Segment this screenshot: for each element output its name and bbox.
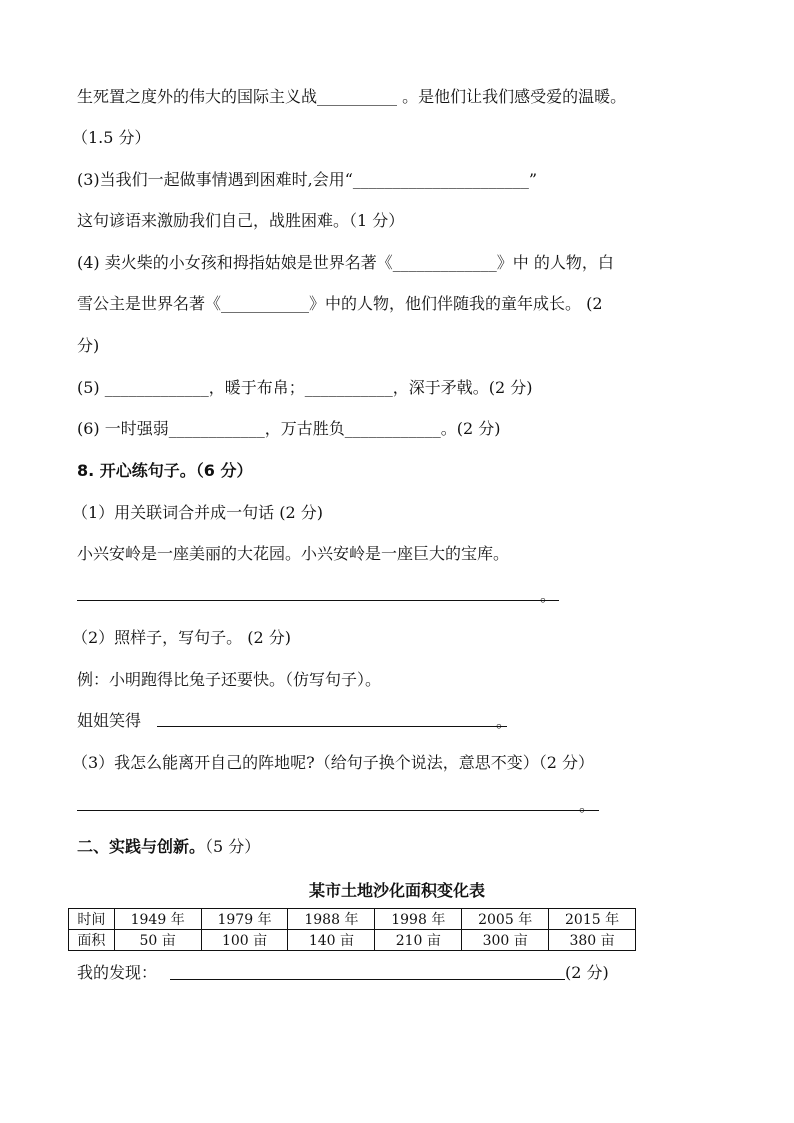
- table-cell: 140 亩: [288, 930, 375, 951]
- answer-line-3-end: 。: [579, 796, 596, 815]
- land-area-table: [68, 908, 636, 951]
- table-cell: 210 亩: [375, 930, 462, 951]
- table-header-cell: 面积: [69, 930, 115, 951]
- table-title: 某市土地沙化面积变化表: [308, 881, 485, 900]
- table-cell: 300 亩: [462, 930, 549, 951]
- q7-4-line2: 雪公主是世界名著《___________》中的人物，他们伴随我的童年成长。 (2: [77, 294, 603, 313]
- table-cell: 1998 年: [375, 909, 462, 930]
- table-cell: 100 亩: [201, 930, 288, 951]
- table-header-cell: 时间: [69, 909, 115, 930]
- q8-2-starter: 姐姐笑得: [77, 711, 142, 730]
- answer-line-1[interactable]: [77, 600, 559, 601]
- q7-4-line1: (4) 卖火柴的小女孩和拇指姑娘是世界名著《_____________》中 的人物，白: [77, 253, 614, 272]
- q7-2-score: （1.5 分）: [72, 128, 151, 147]
- table-cell: 1949 年: [114, 909, 201, 930]
- discovery-label: 我的发现：: [77, 963, 158, 982]
- table-cell: 2015 年: [549, 909, 636, 930]
- q8-2-example: 例：小明跑得比兔子还要快。（仿写句子）。: [77, 670, 382, 689]
- section-2-heading: [77, 836, 260, 858]
- discovery-answer-line[interactable]: [170, 979, 565, 980]
- answer-line-3[interactable]: [77, 810, 599, 811]
- section-2-score: （5 分）: [205, 837, 261, 856]
- answer-line-2-end: 。: [496, 712, 513, 731]
- table-cell: 1979 年: [201, 909, 288, 930]
- discovery-score: (2 分): [565, 963, 609, 982]
- table-cell: 1988 年: [288, 909, 375, 930]
- table-cell: 50 亩: [114, 930, 201, 951]
- q8-heading: 8. 开心练句子。（6 分）: [77, 461, 253, 480]
- q7-4-line3: 分): [77, 336, 100, 355]
- table-cell: 2005 年: [462, 909, 549, 930]
- table-row: [69, 930, 636, 951]
- q8-1-prompt: （1）用关联词合并成一句话 (2 分): [72, 503, 324, 522]
- answer-line-2[interactable]: [157, 726, 507, 727]
- section-2-title: 二、实践与创新。: [77, 837, 206, 856]
- q8-2-prompt: （2）照样子，写句子。 (2 分): [72, 628, 292, 647]
- q8-3-prompt: （3）我怎么能离开自己的阵地呢?（给句子换个说法，意思不变）（2 分）: [72, 753, 595, 772]
- q8-1-text: 小兴安岭是一座美丽的大花园。小兴安岭是一座巨大的宝库。: [77, 544, 510, 563]
- answer-line-1-end: 。: [540, 586, 557, 605]
- table-row: [69, 909, 636, 930]
- q7-3-line1: (3)当我们一起做事情遇到困难时,会用“______________________”: [77, 170, 538, 189]
- q7-2-line1: 生死置之度外的伟大的国际主义战__________ 。是他们让我们感受爱的温暖。: [77, 87, 627, 106]
- q7-5-line: (5) _____________，暖于布帛；___________，深于矛戟。(2 分): [77, 378, 533, 397]
- table-cell: 380 亩: [549, 930, 636, 951]
- q7-6-line: (6) 一时强弱____________，万古胜负____________。(2 分): [77, 419, 501, 438]
- q7-3-line2: 这句谚语来激励我们自己，战胜困难。（1 分）: [77, 211, 405, 230]
